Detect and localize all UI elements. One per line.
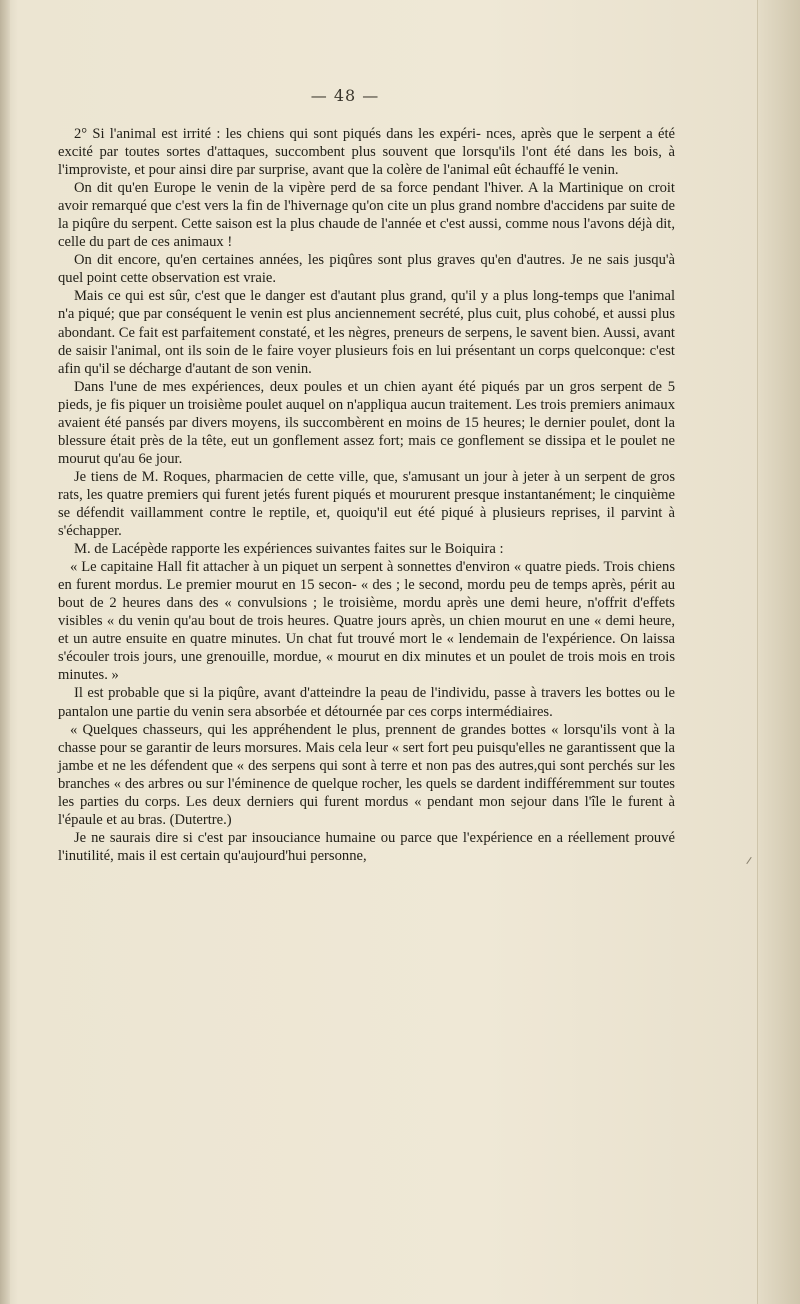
quotation: « Le capitaine Hall fit attacher à un piquet un serpent à sonnettes d'environ « quatre pieds. Trois chiens en furent mordus. Le premier mourut en 15 secon- « des ; le second, mordu peu de temps après, périt au bout de 2 heures dans des « convulsions ; le troisième, mordu après une demi heure, n'offrit d'effets visibles « du venin qu'au bout de trois heures. Quatre jours après, un chien mourut en une « demi heure, et un autre ensuite en quatre minutes. Un chat fut trouvé mort le « lendemain de l'expérience. On laissa s'écouler trois jours, une grenouille, mordue, « mourut en dix minutes et un poulet de trois mois en trois minutes. »	[58, 559, 675, 684]
paragraph: Il est probable que si la piqûre, avant d'atteindre la peau de l'individu, passe à travers les bottes ou le pantalon une partie du venin sera absorbée et détournée par ces corps intermédiaires.	[58, 685, 675, 720]
paragraph: M. de Lacépède rapporte les expériences suivantes faites sur le Boiquira :	[74, 541, 504, 558]
paragraph: Je tiens de M. Roques, pharmacien de cette ville, que, s'amusant un jour à jeter à un serpent de gros rats, les quatre premiers qui furent jetés furent piqués et moururent presque instantanément; le cinquième se défendit vaillamment contre le reptile, et, quoiqu'il eut été piqué à plusieurs reprises, il parvint à s'échapper.	[58, 468, 675, 540]
paragraph: 2° Si l'animal est irrité : les chiens qui sont piqués dans les expéri- nces, après que le serpent a été excité par toutes sortes d'attaques, succombent plus souvent que lorsqu'ils l'ont été dans les bois, à l'improviste, et pour ainsi dire par surprise, avant que la colère de l'animal eût échauffé le venin.	[58, 126, 675, 179]
paragraph: Dans l'une de mes expériences, deux poules et un chien ayant été piqués par un gros serpent de 5 pieds, je fis piquer un troisième poulet auquel on n'appliqua aucun traitement. Les trois premiers animaux avaient été pansés par divers moyens, ils succombèrent en moins de 15 heures; le dernier poulet, dont la blessure était près de la tête, eut un gonflement assez fort; mais ce gonflement se dissipa et le poulet ne mourut qu'au 6e jour.	[58, 378, 675, 467]
paragraph: Mais ce qui est sûr, c'est que le danger est d'autant plus grand, qu'il y a plus long-temps que l'animal n'a piqué; que par conséquent le venin est plus anciennement secrété, plus cuit, plus cohobé, et aussi plus abondant. Ce fait est parfaitement constaté, et les nègres, preneurs de serpens, le savent bien. Aussi, avant de saisir l'animal, ont ils soin de le faire voyer plusieurs fois en lui présentant un corps quelconque: c'est afin qu'il se décharge d'autant de son venin.	[58, 288, 675, 377]
paragraph: On dit qu'en Europe le venin de la vipère perd de sa force pendant l'hiver. A la Martinique on croit avoir remarqué que c'est vers la fin de l'hivernage qu'on cite un plus grand nombre d'accidens par suite de la piqûre du serpent. Cette saison est la plus chaude de l'année et c'est aussi, comme nous l'avons déjà dit, celle du part de ces animaux !	[58, 180, 675, 251]
paragraph: Je ne saurais dire si c'est par insouciance humaine ou parce que l'expérience en a réellement prouvé l'inutilité, mais il est certain qu'aujourd'hui personne,	[58, 829, 675, 864]
page-edge	[757, 0, 800, 1304]
page-number: — 48 —	[310, 86, 380, 105]
quotation: « Quelques chasseurs, qui les appréhendent le plus, prennent de grandes bottes « lorsqu'ils vont à la chasse pour se garantir de leurs morsures. Mais cela leur « sert fort peu puisqu'elles ne garantissent que la jambe et ne les défendent que « des serpens qui sont à terre et non pas des autres,qui sont perchés sur les branches « des arbres ou sur l'éminence de quelque rocher, les quels se dardent indifféremment sur toutes les parties du corps. Les deux derniers qui furent mordus « pendant mon sejour dans l'île le furent à l'épaule et au bras. (Dutertre.)	[58, 721, 675, 828]
paragraph: On dit encore, qu'en certaines années, les piqûres sont plus graves qu'en d'autres. Je ne sais jusqu'à quel point cette observation est vraie.	[58, 252, 675, 287]
ink-mark	[746, 857, 751, 864]
binding-edge	[0, 0, 10, 1304]
body-text	[58, 125, 675, 865]
